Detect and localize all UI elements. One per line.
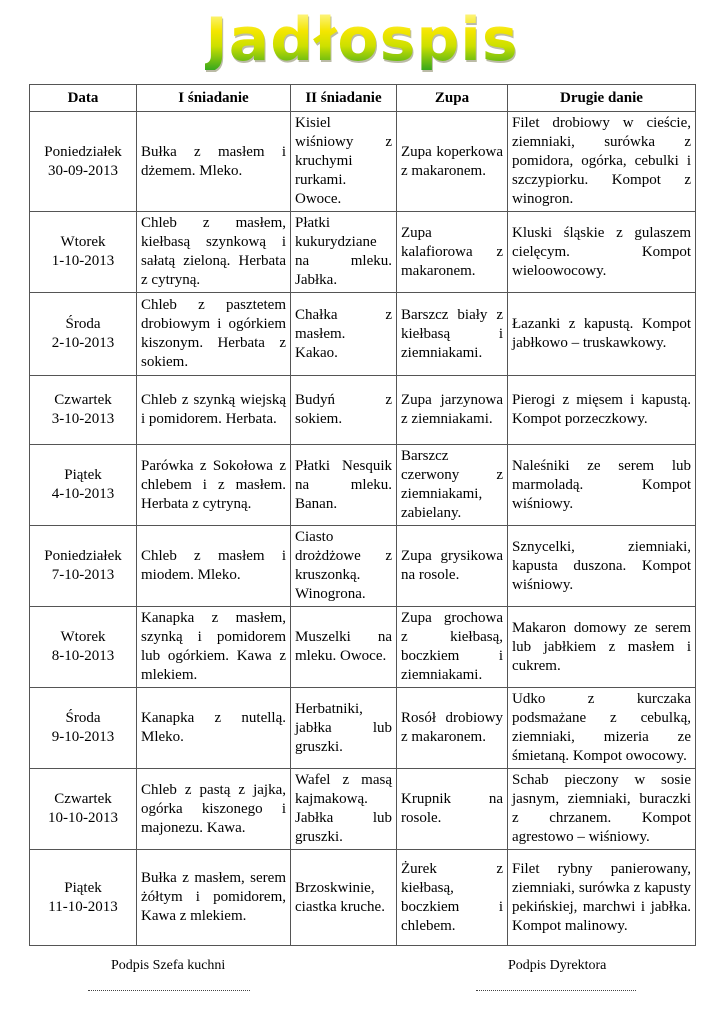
date: 9-10-2013 [51,729,115,745]
date-cell [30,212,137,293]
date: 2-10-2013 [51,335,115,351]
header-breakfast-1: I śniadanie [137,85,291,112]
date: 11-10-2013 [48,898,118,915]
menu-row [30,769,696,850]
soup-cell: Zupa grochowa z kiełbasą, boczkiem i ziemniakami. [397,607,508,688]
date: 4-10-2013 [51,486,115,502]
weekday: Środa [65,710,101,726]
date-cell [30,112,137,212]
page-title: Jadłospis [205,5,519,75]
breakfast-1-cell: Kanapka z nutellą. Mleko. [137,688,291,769]
chef-signature-line [88,990,250,991]
date-cell [30,688,137,769]
soup-cell: Zupa koperkowa z makaronem. [397,112,508,212]
weekday: Środa [65,316,101,332]
main-course-cell: Schab pieczony w sosie jasnym, ziemniaki, buraczki z chrzanem. Kompot agrestowo – wiśniowy. [508,769,696,850]
header-date: Data [30,85,137,112]
soup-cell: Barszcz biały z kiełbasą i ziemniakami. [397,293,508,376]
breakfast-2-cell: Brzoskwinie, ciastka kruche. [291,850,397,946]
breakfast-2-cell: Chałka z masłem. Kakao. [291,293,397,376]
breakfast-2-cell: Ciasto drożdżowe z kruszonką. Winogrona. [291,526,397,607]
weekday: Wtorek [60,234,106,250]
main-course-cell: Udko z kurczaka podsmażane z cebulką, ziemniaki, mizeria ze śmietaną. Kompot owocowy. [508,688,696,769]
title-banner [0,0,724,80]
menu-row [30,445,696,526]
director-signature-line [476,990,636,991]
chef-signature-label: Podpis Szefa kuchni [111,958,226,973]
breakfast-1-cell: Bułka z masłem i dżemem. Mleko. [137,112,291,212]
main-course-cell: Kluski śląskie z gulaszem cielęcym. Kompot wieloowocowy. [508,212,696,293]
breakfast-2-cell: Płatki Nesquik na mleku. Banan. [291,445,397,526]
breakfast-1-cell: Chleb z szynką wiejską i pomidorem. Herbata. [137,376,291,445]
date-cell [30,293,137,376]
breakfast-2-cell: Płatki kukurydziane na mleku. Jabłka. [291,212,397,293]
weekday: Wtorek [60,629,106,645]
weekday: Poniedziałek [44,548,122,564]
main-course-cell: Pierogi z mięsem i kapustą. Kompot porzeczkowy. [508,376,696,445]
soup-cell: Krupnik na rosole. [397,769,508,850]
soup-cell: Zupa grysikowa na rosole. [397,526,508,607]
main-course-cell: Łazanki z kapustą. Kompot jabłkowo – truskawkowy. [508,293,696,376]
header-soup: Zupa [397,85,508,112]
date-cell [30,607,137,688]
weekday: Poniedziałek [44,143,122,160]
main-course-cell: Filet rybny panierowany, ziemniaki, surówka z kapusty pekińskiej, marchwi i jabłka. Kompot malinowy. [508,850,696,946]
menu-row [30,607,696,688]
soup-cell: Rosół drobiowy z makaronem. [397,688,508,769]
main-course-cell: Sznycelki, ziemniaki, kapusta duszona. Kompot wiśniowy. [508,526,696,607]
date: 10-10-2013 [48,810,118,826]
date: 30-09-2013 [48,162,118,179]
soup-cell: Żurek z kiełbasą, boczkiem i chlebem. [397,850,508,946]
weekday: Czwartek [54,392,112,408]
date-cell [30,850,137,946]
breakfast-1-cell: Chleb z pastą z jajka, ogórka kiszonego i majonezu. Kawa. [137,769,291,850]
menu-row [30,850,696,946]
menu-row [30,112,696,212]
date: 7-10-2013 [51,567,115,583]
main-course-cell: Filet drobiowy w cieście, ziemniaki, surówka z pomidora, ogórka, cebulki i szczypiorku. Kompot z winogron. [508,112,696,212]
main-course-cell: Makaron domowy ze serem lub jabłkiem z masłem i cukrem. [508,607,696,688]
soup-cell: Barszcz czerwony z ziemniakami, zabielany. [397,445,508,526]
weekday: Piątek [64,879,102,896]
weekday: Czwartek [54,791,112,807]
header-main-course: Drugie danie [508,85,696,112]
director-signature-label: Podpis Dyrektora [508,958,607,973]
soup-cell: Zupa kalafiorowa z makaronem. [397,212,508,293]
menu-row [30,688,696,769]
breakfast-1-cell: Chleb z masłem, kiełbasą szynkową i sałatą zieloną. Herbata z cytryną. [137,212,291,293]
header-breakfast-2: II śniadanie [291,85,397,112]
date: 1-10-2013 [51,253,115,269]
breakfast-1-cell: Parówka z Sokołowa z chlebem i z masłem. Herbata z cytryną. [137,445,291,526]
soup-cell: Zupa jarzynowa z ziemniakami. [397,376,508,445]
breakfast-1-cell: Chleb z masłem i miodem. Mleko. [137,526,291,607]
breakfast-2-cell: Herbatniki, jabłka lub gruszki. [291,688,397,769]
main-course-cell: Naleśniki ze serem lub marmoladą. Kompot wiśniowy. [508,445,696,526]
menu-row [30,526,696,607]
date-cell [30,376,137,445]
date: 8-10-2013 [51,648,115,664]
breakfast-2-cell: Muszelki na mleku. Owoce. [291,607,397,688]
breakfast-2-cell: Budyń z sokiem. [291,376,397,445]
menu-row [30,293,696,376]
menu-row [30,376,696,445]
menu-table [29,84,696,946]
breakfast-2-cell: Kisiel wiśniowy z kruchymi rurkami. Owoce. [291,112,397,212]
date-cell [30,769,137,850]
date: 3-10-2013 [51,411,115,427]
breakfast-1-cell: Chleb z pasztetem drobiowym i ogórkiem kiszonym. Herbata z sokiem. [137,293,291,376]
menu-row [30,212,696,293]
header-row [30,85,696,112]
date-cell [30,445,137,526]
breakfast-1-cell: Kanapka z masłem, szynką i pomidorem lub ogórkiem. Kawa z mlekiem. [137,607,291,688]
weekday: Piątek [64,467,102,483]
date-cell [30,526,137,607]
breakfast-1-cell: Bułka z masłem, serem żółtym i pomidorem, Kawa z mlekiem. [137,850,291,946]
breakfast-2-cell: Wafel z masą kajmakową. Jabłka lub gruszki. [291,769,397,850]
